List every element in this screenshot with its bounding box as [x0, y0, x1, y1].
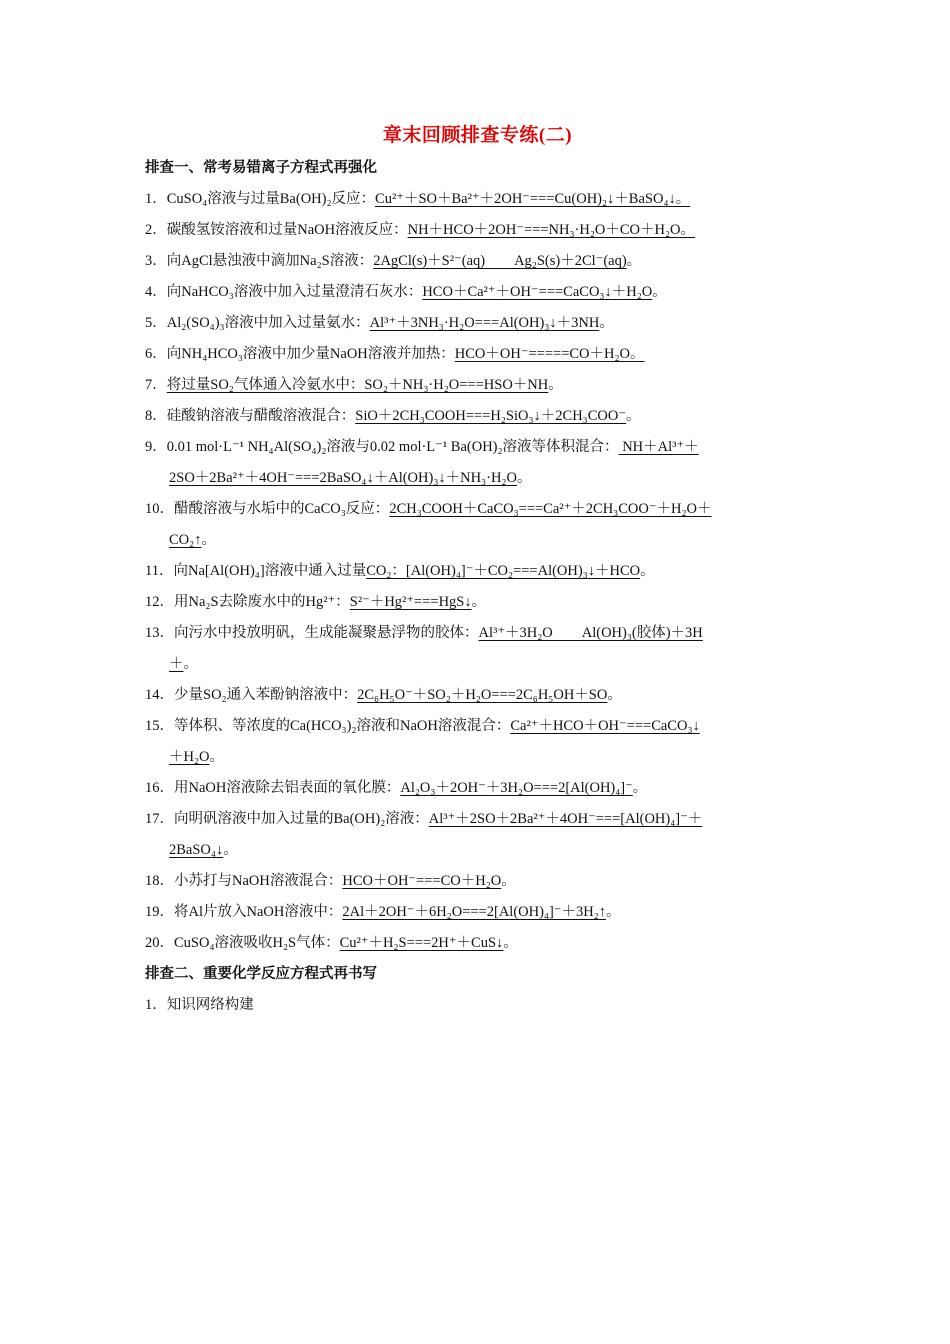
item-tail: 。: [626, 253, 642, 269]
item-number: 19．: [145, 904, 174, 920]
list-item: [145, 680, 810, 711]
item-number: 20．: [145, 935, 174, 951]
item-tail: 。: [605, 904, 621, 920]
item-tail: 。: [599, 315, 614, 331]
item-answer: NH＋HCO＋2OH⁻===NH₃·H₂O＋CO＋H₂O。: [407, 222, 696, 238]
item-answer: HCO＋OH⁻=====CO＋H₂O。: [454, 346, 645, 362]
list-item: [145, 184, 810, 215]
item-number: 10．: [145, 501, 174, 517]
list-item: [145, 370, 810, 401]
item-question: 等体积、等浓度的Ca(HCO₃)₂溶液和NaOH溶液混合：: [174, 718, 511, 734]
item-number: 6．: [145, 346, 167, 362]
section-heading-2: 排查二、重要化学反应方程式再书写: [145, 966, 377, 982]
item-number: 12．: [145, 594, 174, 610]
list-item: [145, 897, 810, 928]
item-answer: CO₂：[Al(OH)₄]⁻＋CO₂===Al(OH)₃↓＋HCO: [366, 563, 641, 579]
item-answer: Cu²⁺＋SO＋Ba²⁺＋2OH⁻===Cu(OH)₂↓＋BaSO₄↓。: [375, 191, 691, 207]
item-answer: 2C₆H₅O⁻＋SO₂＋H₂O===2C₆H₅OH＋SO: [357, 687, 608, 703]
item-question: Al₂(SO₄)₃溶液中加入过量氨水：: [166, 315, 370, 331]
item-tail: 。: [183, 656, 198, 672]
item-tail: 。: [626, 408, 641, 424]
item-question: 用Na₂S去除废水中的Hg²⁺：: [174, 594, 350, 610]
item-answer-continued: CO₂↑: [169, 532, 202, 548]
item-number: 5．: [145, 315, 167, 331]
section-heading-1: 排查一、常考易错离子方程式再强化: [145, 160, 377, 176]
subheading-network: 1．知识网络构建: [145, 997, 254, 1013]
item-answer: Al₂O₃＋2OH⁻＋3H₂O===2[Al(OH)₄]⁻: [400, 780, 633, 796]
item-number: 17．: [145, 811, 174, 827]
item-answer: 2AgCl(s)＋S²⁻(aq) Ag₂S(s)＋2Cl⁻(aq): [373, 253, 627, 269]
item-number: 13．: [145, 625, 174, 641]
page-title: 章末回顾排查专练(二): [382, 125, 573, 146]
item-answer: Al³⁺＋2SO＋2Ba²⁺＋4OH⁻===[Al(OH)₄]⁻＋: [428, 811, 703, 827]
list-item: [145, 618, 810, 680]
item-number: 14．: [145, 687, 174, 703]
item-number: 11．: [145, 563, 174, 579]
item-question: 碳酸氢铵溶液和过量NaOH溶液反应：: [166, 222, 408, 238]
item-question: 将Al片放入NaOH溶液中：: [174, 904, 343, 920]
item-answer: Cu²⁺＋H₂S===2H⁺＋CuS↓: [339, 935, 504, 951]
item-question: CuSO₄溶液与过量Ba(OH)₂反应：: [166, 191, 376, 207]
list-item: [145, 339, 810, 370]
item-tail: 。: [201, 532, 216, 548]
list-item: [145, 277, 810, 308]
list-item: [145, 773, 810, 804]
item-answer-continued: ＋: [169, 656, 184, 672]
item-answer: SiO＋2CH₃COOH===H₂SiO₃↓＋2CH₃COO⁻: [355, 408, 626, 424]
item-tail: 。: [548, 377, 563, 393]
item-question: 少量SO₂通入苯酚钠溶液中：: [174, 687, 358, 703]
item-tail: 。: [501, 873, 516, 889]
item-answer-continued: 2BaSO₄↓: [169, 842, 224, 858]
item-number: 7．: [145, 377, 167, 393]
item-tail: 。: [640, 563, 655, 579]
list-item: [145, 401, 810, 432]
item-question: 小苏打与NaOH溶液混合：: [174, 873, 343, 889]
list-item: [145, 432, 810, 494]
item-tail: 。: [607, 687, 622, 703]
item-answer: Al³⁺＋3H₂O Al(OH)₃(胶体)＋3H: [478, 625, 703, 641]
list-item: [145, 246, 810, 277]
item-tail: 。: [471, 594, 487, 610]
item-question: 向AgCl悬浊液中滴加Na₂S溶液：: [166, 253, 374, 269]
item-question: 将过量SO₂气体通入冷氨水中：: [166, 377, 365, 393]
list-item: [145, 215, 810, 246]
list-item: [145, 308, 810, 339]
item-number: 15．: [145, 718, 174, 734]
item-question: 醋酸溶液与水垢中的CaCO₃反应：: [174, 501, 390, 517]
list-item: [145, 587, 810, 618]
list-item: [145, 556, 810, 587]
item-tail: 。: [503, 935, 518, 951]
item-answer-continued: ＋H₂O: [169, 749, 210, 765]
item-number: 2．: [145, 222, 167, 238]
item-list: [145, 184, 810, 959]
item-question: 0.01 mol·L⁻¹ NH₄Al(SO₄)₂溶液与0.02 mol·L⁻¹ Ba(OH)₂溶液等体积混合：: [166, 439, 619, 455]
item-answer: NH＋Al³⁺＋: [618, 439, 699, 455]
item-tail: 。: [223, 842, 238, 858]
item-number: 18．: [145, 873, 174, 889]
item-answer: HCO＋OH⁻===CO＋H₂O: [342, 873, 502, 889]
item-question: CuSO₄溶液吸收H₂S气体：: [174, 935, 340, 951]
item-tail: 。: [516, 470, 532, 486]
item-question: 用NaOH溶液除去铝表面的氧化膜：: [174, 780, 401, 796]
item-answer: 2Al＋2OH⁻＋6H₂O===2[Al(OH)₄]⁻＋3H₂↑: [342, 904, 606, 920]
list-item: [145, 928, 810, 959]
item-tail: 。: [209, 749, 224, 765]
document-page: [145, 120, 810, 1021]
item-number: 16．: [145, 780, 174, 796]
item-question: 向污水中投放明矾，生成能凝聚悬浮物的胶体：: [174, 625, 479, 641]
item-question: 向明矾溶液中加入过量的Ba(OH)₂溶液：: [174, 811, 429, 827]
item-number: 1．: [145, 191, 167, 207]
item-answer: S²⁻＋Hg²⁺===HgS↓: [349, 594, 472, 610]
list-item: [145, 804, 810, 866]
item-tail: 。: [652, 284, 667, 300]
item-number: 4．: [145, 284, 167, 300]
item-question: 向NH₄HCO₃溶液中加少量NaOH溶液并加热：: [166, 346, 455, 362]
item-question: 向NaHCO₃溶液中加入过量澄清石灰水：: [166, 284, 423, 300]
list-item: [145, 494, 810, 556]
item-answer: 2CH₃COOH＋CaCO₃===Ca²⁺＋2CH₃COO⁻＋H₂O＋: [389, 501, 712, 517]
item-answer: HCO＋Ca²⁺＋OH⁻===CaCO₃↓＋H₂O: [422, 284, 653, 300]
item-number: 8．: [145, 408, 167, 424]
item-answer-continued: 2SO＋2Ba²⁺＋4OH⁻===2BaSO₄↓＋Al(OH)₃↓＋NH₃·H₂O: [169, 470, 517, 486]
item-number: 9．: [145, 439, 167, 455]
item-number: 3．: [145, 253, 167, 269]
item-answer: SO₂＋NH₃·H₂O===HSO＋NH: [364, 377, 549, 393]
list-item: [145, 866, 810, 897]
item-tail: 。: [632, 780, 648, 796]
item-question: 向Na[Al(OH)₄]溶液中通入过量: [173, 563, 367, 579]
list-item: [145, 711, 810, 773]
item-answer: Al³⁺＋3NH₃·H₂O===Al(OH)₃↓＋3NH: [369, 315, 600, 331]
item-question: 硅酸钠溶液与醋酸溶液混合：: [166, 408, 356, 424]
item-answer: Ca²⁺＋HCO＋OH⁻===CaCO₃↓: [510, 718, 700, 734]
